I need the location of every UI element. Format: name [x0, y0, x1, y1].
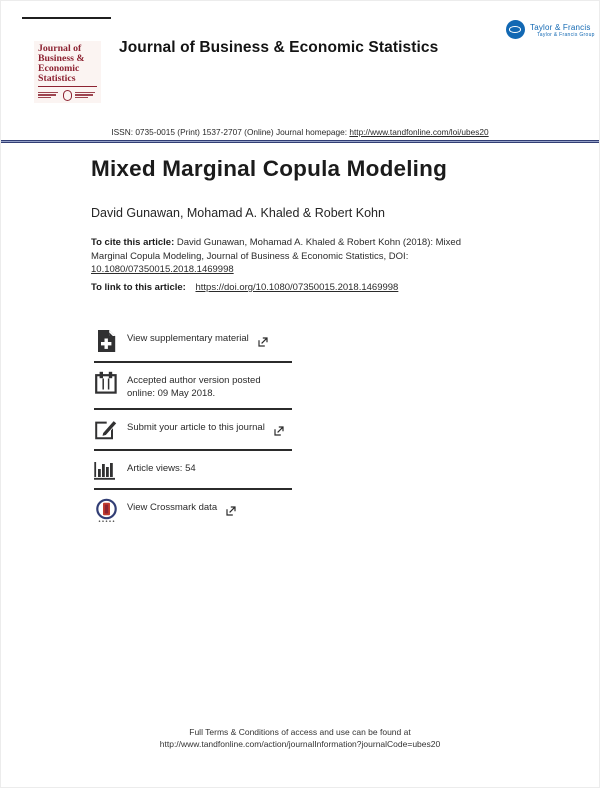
article-views-icon — [94, 459, 118, 480]
action-view-supplementary[interactable] — [94, 321, 298, 361]
asa-emblem-icon — [63, 90, 72, 101]
header-divider — [1, 140, 600, 143]
action-view-crossmark[interactable] — [94, 490, 298, 532]
external-link-icon — [274, 423, 284, 441]
footer-terms-url[interactable]: http://www.tandfonline.com/action/journalInformation?journalCode=ubes20 — [159, 738, 441, 749]
cover-title-line: Business & — [38, 53, 85, 64]
footer-terms-text: Full Terms & Conditions of access and use can be found at — [189, 727, 411, 737]
action-accepted-date[interactable] — [94, 363, 298, 408]
cover-fine-print-right — [75, 92, 97, 100]
cover-title-line: Statistics — [38, 73, 76, 84]
tf-logo-group: Taylor & Francis Group — [537, 32, 595, 38]
cover-title-line: Journal of — [38, 43, 82, 54]
action-label: Submit your article to this journal — [127, 422, 265, 433]
external-link-icon — [226, 503, 236, 521]
cite-doi-link[interactable]: 10.1080/07350015.2018.1469998 — [91, 264, 234, 275]
crossmark-icon — [94, 498, 118, 524]
cover-fine-print-left — [38, 92, 60, 100]
journal-title: Journal of Business & Economic Statistics — [119, 39, 439, 56]
tf-logo-name: Taylor & Francis — [530, 23, 591, 32]
action-list — [94, 321, 298, 532]
article-title: Mixed Marginal Copula Modeling — [91, 156, 448, 181]
article-doi-link[interactable]: https://doi.org/10.1080/07350015.2018.1469998 — [195, 282, 399, 293]
journal-cover-thumbnail — [34, 41, 101, 103]
action-submit-article[interactable] — [94, 410, 298, 449]
cover-footer — [34, 87, 101, 101]
cover-title — [34, 41, 101, 84]
action-label: Article views: 54 — [127, 463, 196, 474]
issn-line — [1, 127, 599, 137]
action-label: View Crossmark data — [127, 502, 218, 513]
action-article-views[interactable] — [94, 451, 298, 488]
top-rule — [22, 17, 111, 19]
taylor-francis-logo — [506, 20, 595, 39]
submit-article-icon — [94, 418, 118, 440]
footer — [1, 727, 599, 750]
journal-homepage-link[interactable]: http://www.tandfonline.com/loi/ubes20 — [349, 127, 489, 137]
issn-text: ISSN: 0735-0015 (Print) 1537-2707 (Online) Journal homepage: — [111, 127, 348, 137]
cover-title-line: Economic — [38, 63, 80, 74]
cite-label: To cite this article: — [91, 237, 175, 248]
article-authors: David Gunawan, Mohamad A. Khaled & Robert Kohn — [91, 206, 385, 220]
supplementary-material-icon — [94, 329, 118, 353]
link-label: To link to this article: — [91, 282, 186, 293]
taylor-francis-globe-icon — [506, 20, 525, 39]
action-label: View supplementary material — [127, 333, 249, 344]
citation-block — [91, 236, 465, 277]
cite-text: David Gunawan, Mohamad A. Khaled & Robert Kohn (2018): Mixed Marginal Copula Modeling, Journal of Business & Economic Statistics, DOI: — [91, 237, 461, 262]
link-block — [91, 282, 398, 293]
action-label: Accepted author version posted online: 09 May 2018. — [127, 375, 261, 399]
calendar-icon — [94, 371, 118, 394]
external-link-icon — [258, 334, 268, 352]
